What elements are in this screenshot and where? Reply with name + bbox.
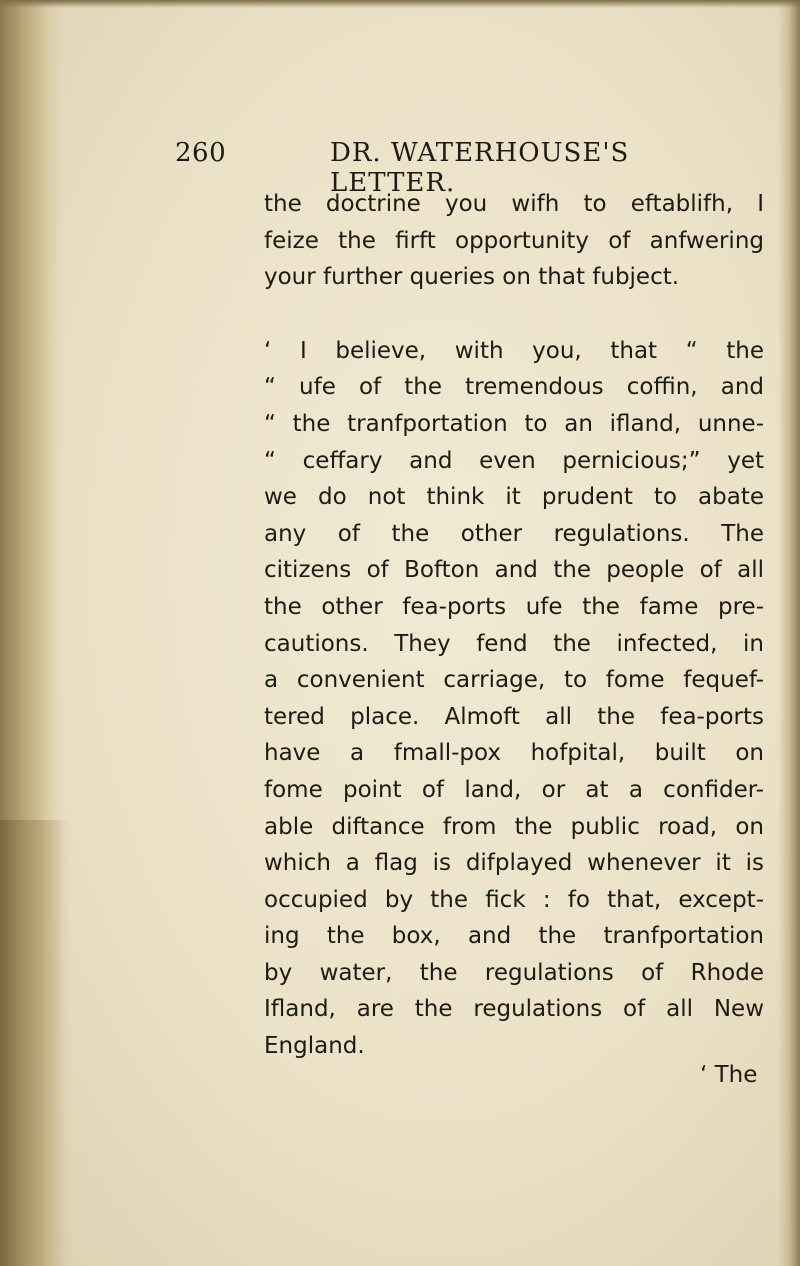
text-line: tered place. Almoft all the fea-ports (264, 703, 764, 730)
text-line: have a fmall-pox hofpital, built on (264, 740, 764, 767)
text-line: by water, the regulations of Rhode (264, 959, 764, 986)
text-line: any of the other regulations. The (264, 520, 764, 547)
text-line: the doctrine you wifh to eftablifh, I (264, 191, 764, 217)
page-top-edge (0, 0, 800, 8)
paragraph-2 (264, 333, 764, 1065)
text-line: the other fea-ports ufe the fame pre- (264, 593, 764, 620)
page-edge-shadow (778, 0, 800, 1266)
text-line: a convenient carriage, to fome fequef- (264, 667, 764, 694)
body-text (264, 186, 764, 1065)
page-stain (0, 820, 70, 1266)
page-number: 260 (175, 138, 227, 168)
text-line: your further queries on that fubject. (264, 264, 680, 291)
text-line: feize the firft opportunity of anfwering (264, 227, 764, 254)
text-line: we do not think it prudent to abate (264, 484, 764, 511)
text-line: ‘ I believe, with you, that “ the (264, 337, 764, 364)
text-line: citizens of Bofton and the people of all (264, 557, 764, 584)
running-head: DR. WATERHOUSE'S LETTER. (330, 138, 630, 198)
paragraph-1 (264, 186, 764, 296)
page-header (175, 138, 735, 198)
text-line: “ ufe of the tremendous coffin, and (264, 374, 764, 401)
text-line: ing the box, and the tranfportation (264, 923, 764, 950)
text-line: which a flag is difplayed whenever it is (264, 850, 764, 877)
text-line: “ the tranfportation to an ifland, unne- (264, 410, 764, 437)
text-line: “ ceffary and even pernicious;” yet (264, 447, 764, 474)
text-line: Ifland, are the regulations of all New (264, 996, 764, 1023)
text-line: cautions. They fend the infected, in (264, 630, 764, 657)
catchword: ‘ The (700, 1062, 758, 1088)
paragraph-gap (264, 296, 764, 333)
text-line: able diftance from the public road, on (264, 813, 764, 840)
text-line: fome point of land, or at a confider- (264, 776, 764, 803)
text-line: occupied by the fick : fo that, except- (264, 886, 764, 913)
text-line: England. (264, 1033, 365, 1060)
